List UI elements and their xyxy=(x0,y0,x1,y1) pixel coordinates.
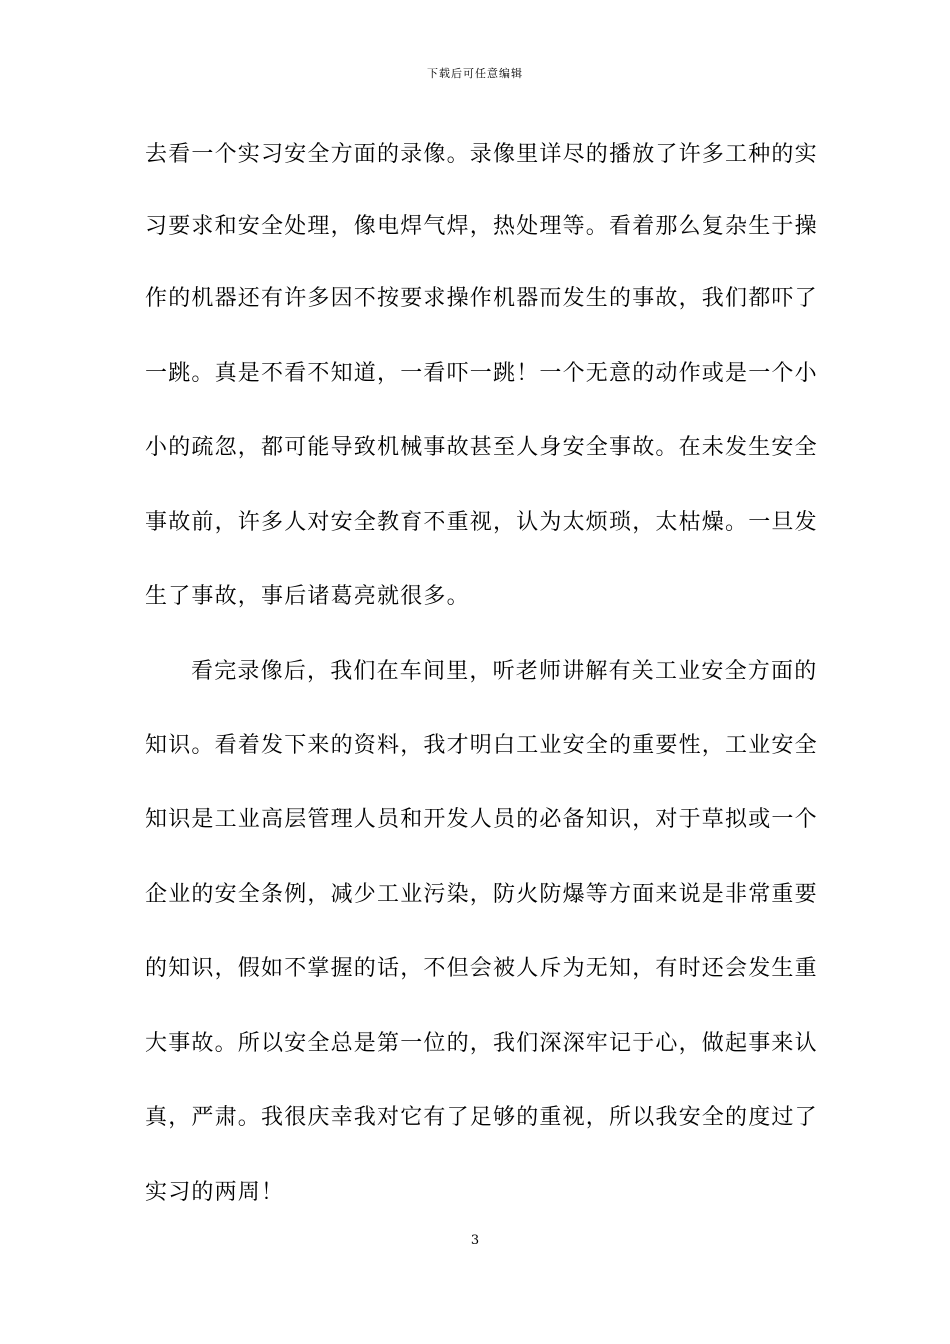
text-line: 去看一个实习安全方面的录像。录像里详尽的播放了许多工种的实 xyxy=(145,142,818,167)
text-line: 作的机器还有许多因不按要求操作机器而发生的事故，我们都吓了 xyxy=(145,286,818,311)
text-line: 的知识，假如不掌握的话，不但会被人斥为无知，有时还会发生重 xyxy=(145,956,818,981)
page-header: 下载后可任意编辑 xyxy=(427,67,523,80)
text-line: 知识。看着发下来的资料，我才明白工业安全的重要性，工业安全 xyxy=(145,733,818,758)
text-line: 习要求和安全处理，像电焊气焊，热处理等。看着那么复杂生于操 xyxy=(145,214,818,239)
text-line: 事故前，许多人对安全教育不重视，认为太烦琐，太枯燥。一旦发 xyxy=(145,510,818,535)
text-line: 知识是工业高层管理人员和开发人员的必备知识，对于草拟或一个 xyxy=(145,807,818,832)
text-line: 真，严肃。我很庆幸我对它有了足够的重视，所以我安全的度过了 xyxy=(145,1105,818,1130)
text-line: 大事故。所以安全总是第一位的，我们深深牢记于心，做起事来认 xyxy=(145,1031,818,1056)
text-line: 看完录像后，我们在车间里，听老师讲解有关工业安全方面的 xyxy=(191,659,818,684)
text-line: 一跳。真是不看不知道，一看吓一跳！一个无意的动作或是一个小 xyxy=(145,361,818,386)
text-line: 实习的两周！ xyxy=(145,1180,285,1205)
text-line: 生了事故，事后诸葛亮就很多。 xyxy=(145,584,470,609)
page-number: 3 xyxy=(470,1233,480,1248)
text-line: 小的疏忽，都可能导致机械事故甚至人身安全事故。在未发生安全 xyxy=(145,435,818,460)
text-line: 企业的安全条例，减少工业污染，防火防爆等方面来说是非常重要 xyxy=(145,882,818,907)
